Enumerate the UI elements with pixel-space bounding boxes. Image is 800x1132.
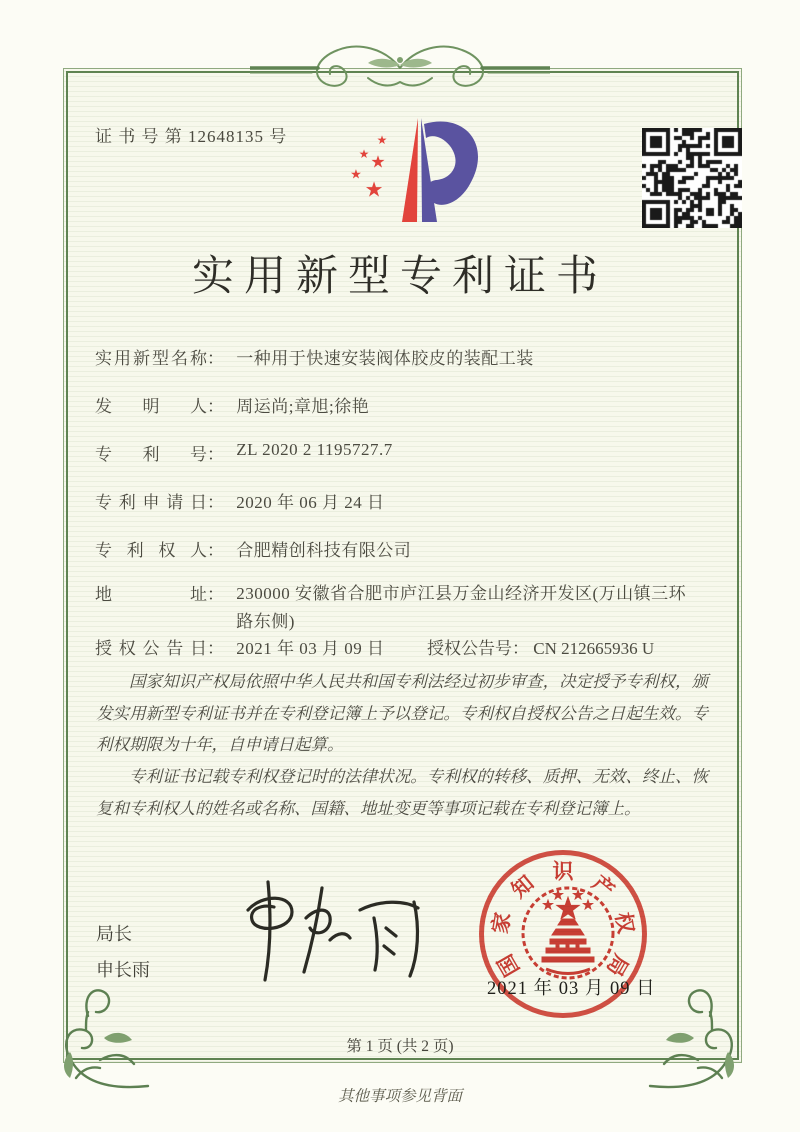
legal-paragraph-1: 国家知识产权局依照中华人民共和国专利法经过初步审查，决定授予专利权，颁发实用新型专利证书并在专利登记簿上予以登记。专利权自授权公告之日起生效。专利权期限为十年，自申请日起算。 <box>96 672 708 755</box>
field-row-patentee: 专利权人： 合肥精创科技有限公司 <box>95 536 725 561</box>
field-row-name: 实用新型名称： 一种用于快速安装阀体胶皮的装配工装 <box>95 344 725 369</box>
seal-character: 识 <box>552 859 574 884</box>
seal-character: 知 <box>507 870 539 903</box>
certificate-title: 实用新型专利证书 <box>191 254 608 300</box>
field-label: 专利号 <box>95 445 207 464</box>
red-star-icon: ★ <box>350 166 362 182</box>
field-label: 发明人 <box>95 397 207 416</box>
field-row-inventors: 发明人： 周运尚;章旭;徐艳 <box>95 392 725 417</box>
logo-monument-shape <box>338 110 502 234</box>
field-value-patent-name: 一种用于快速安装阀体胶皮的装配工装 <box>236 349 534 368</box>
red-star-icon: ★ <box>376 133 388 147</box>
field-label: 专利申请日 <box>95 493 207 512</box>
certificate-number: 证 书 号 第 12648135 号 <box>95 127 288 146</box>
red-star-icon: ★ <box>358 147 370 161</box>
field-value-filing-date: 2020 年 06 月 24 日 <box>236 493 385 512</box>
field-row-address: 地址： 230000 安徽省合肥市庐江县万金山经济开发区(万山镇三环路东侧) <box>95 580 725 636</box>
field-value-grant-number: CN 212665936 U <box>533 639 655 658</box>
field-label: 授权公告号 <box>427 639 512 658</box>
seal-character: 权 <box>610 910 639 936</box>
director-block <box>96 916 150 988</box>
qr-code <box>642 128 742 228</box>
field-row-grant: 授权公告日： 2021 年 03 月 09 日 授权公告号： CN 212665936 U <box>95 634 725 659</box>
seal-date: 2021 年 03 月 09 日 <box>487 979 656 999</box>
seal-character: 家 <box>487 910 516 936</box>
seal-character: 产 <box>587 870 619 903</box>
seal-character: 局 <box>601 950 633 981</box>
red-star-icon: ★ <box>370 152 386 172</box>
director-title: 局长 <box>96 924 132 944</box>
field-value-patent-number: ZL 2020 2 1195727.7 <box>236 440 393 459</box>
page-number: 第 1 页 (共 2 页) <box>346 1038 454 1055</box>
field-label: 授权公告日 <box>95 639 207 658</box>
cnipa-logo <box>338 110 502 234</box>
back-side-note: 其他事项参见背面 <box>337 1088 462 1105</box>
director-name: 申长雨 <box>96 960 150 980</box>
field-value-inventors: 周运尚;章旭;徐艳 <box>236 397 370 416</box>
field-row-filing-date: 专利申请日： 2020 年 06 月 24 日 <box>95 488 725 513</box>
field-value-patentee: 合肥精创科技有限公司 <box>236 541 412 560</box>
director-signature <box>218 876 428 986</box>
field-value-grant-date: 2021 年 03 月 09 日 <box>236 639 385 658</box>
field-row-patent-number: 专利号： ZL 2020 2 1195727.7 <box>95 440 393 464</box>
grant-number-group: 授权公告号： CN 212665936 U <box>427 639 655 658</box>
field-label: 地址 <box>95 585 207 604</box>
field-value-address: 230000 安徽省合肥市庐江县万金山经济开发区(万山镇三环路东侧) <box>236 584 687 632</box>
seal-character: 国 <box>493 950 525 981</box>
legal-text <box>96 666 708 824</box>
field-label: 实用新型名称 <box>95 349 207 368</box>
field-label: 专利权人 <box>95 541 207 560</box>
legal-paragraph-2: 专利证书记载专利权登记时的法律状况。专利权的转移、质押、无效、终止、恢复和专利权人的姓名或名称、国籍、地址变更等事项记载在专利登记簿上。 <box>96 767 708 818</box>
red-star-icon: ★ <box>364 177 384 202</box>
